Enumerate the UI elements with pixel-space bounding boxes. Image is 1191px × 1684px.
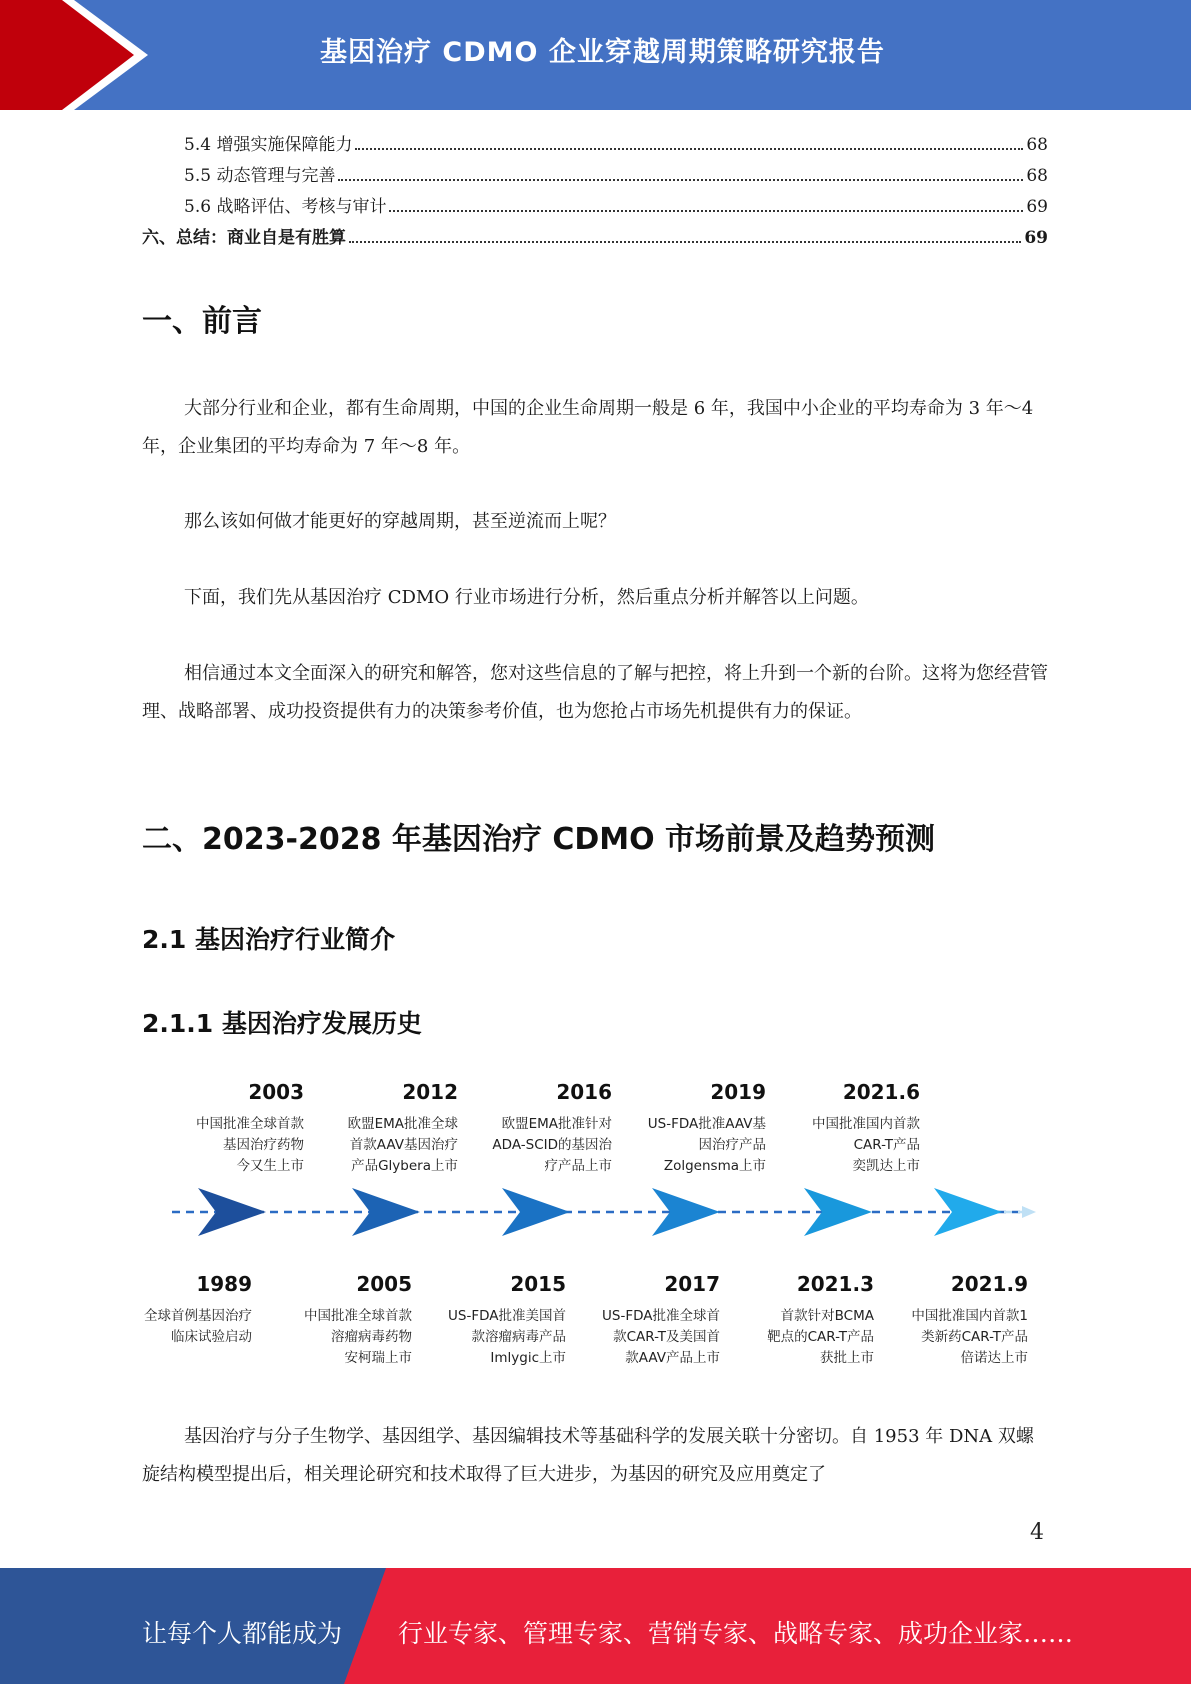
timeline-arrow-marker — [198, 1188, 266, 1236]
timeline-year: 2016 — [556, 1080, 612, 1104]
report-title: 基因治疗 CDMO 企业穿越周期策略研究报告 — [320, 37, 885, 68]
timeline-year: 2012 — [402, 1080, 458, 1104]
paragraph: 大部分行业和企业，都有生命周期，中国的企业生命周期一般是 6 年，我国中小企业的平均寿命为 3 年～4 年，企业集团的平均寿命为 7 年～8 年。 — [142, 398, 1034, 457]
paragraph: 那么该如何做才能更好的穿越周期，甚至逆流而上呢？ — [184, 511, 616, 532]
footer-slogan-left: 让每个人都能成为 — [142, 1619, 343, 1648]
timeline-year: 2003 — [248, 1080, 304, 1104]
paragraph: 下面，我们先从基因治疗 CDMO 行业市场进行分析，然后重点分析并解答以上问题。 — [184, 587, 869, 608]
timeline-description: 首款针对BCMA 靶点的CAR-T产品 获批上市 — [767, 1308, 874, 1366]
toc-leader — [349, 241, 1021, 243]
table-of-contents — [142, 130, 1048, 254]
timeline-description: 中国批准全球首款 基因治疗药物 今又生上市 — [196, 1116, 304, 1174]
page-footer — [0, 1568, 1191, 1684]
timeline-year: 2017 — [664, 1272, 720, 1296]
toc-entry[interactable] — [142, 130, 1048, 161]
toc-leader — [389, 210, 1023, 212]
timeline-description: US-FDA批准美国首 款溶瘤病毒产品 Imlygic上市 — [448, 1308, 566, 1366]
timeline-track — [142, 1182, 1048, 1242]
timeline-year: 2021.3 — [796, 1272, 874, 1296]
gene-therapy-timeline — [142, 1072, 1048, 1372]
subsection-heading: 2.1.1 基因治疗发展历史 — [142, 1009, 422, 1038]
timeline-arrow-marker — [804, 1188, 872, 1236]
timeline-description: 欧盟EMA批准全球 首款AAV基因治疗 产品Glybera上市 — [347, 1116, 458, 1174]
toc-entry-label: 5.4 增强实施保障能力 — [184, 135, 353, 155]
timeline-description: 欧盟EMA批准针对 ADA-SCID的基因治 疗产品上市 — [492, 1116, 612, 1174]
timeline-description: 中国批准国内首款 CAR-T产品 奕凯达上市 — [812, 1116, 920, 1174]
timeline-description: 中国批准全球首款 溶瘤病毒药物 安柯瑞上市 — [304, 1308, 412, 1366]
timeline-year: 2021.9 — [950, 1272, 1028, 1296]
toc-entry-label: 5.6 战略评估、考核与审计 — [184, 197, 387, 217]
toc-entry[interactable] — [142, 223, 1048, 254]
timeline-arrow-marker — [352, 1188, 420, 1236]
header-arrow-decoration — [0, 0, 150, 110]
paragraph: 相信通过本文全面深入的研究和解答，您对这些信息的了解与把控，将上升到一个新的台阶。这将为您经营管理、战略部署、成功投资提供有力的决策参考价值，也为您抢占市场先机提供有力的保证。 — [142, 663, 1048, 722]
toc-leader — [338, 179, 1023, 181]
timeline-year: 1989 — [196, 1272, 252, 1296]
timeline-year: 2015 — [510, 1272, 566, 1296]
toc-entry-label: 5.5 动态管理与完善 — [184, 166, 336, 186]
timeline-year: 2019 — [710, 1080, 766, 1104]
page-header — [0, 0, 1191, 110]
timeline-description: US-FDA批准全球首 款CAR-T及美国首 款AAV产品上市 — [602, 1308, 720, 1366]
toc-entry-page: 69 — [1026, 197, 1048, 217]
subsection-heading: 2.1 基因治疗行业简介 — [142, 925, 395, 954]
toc-entry-page: 69 — [1024, 228, 1048, 248]
section-heading: 一、前言 — [142, 304, 262, 339]
paragraph: 基因治疗与分子生物学、基因组学、基因编辑技术等基础科学的发展关联十分密切。自 1953 年 DNA 双螺旋结构模型提出后，相关理论研究和技术取得了巨大进步，为基因的研究及应用奠定了 — [142, 1426, 1034, 1485]
toc-leader — [355, 148, 1023, 150]
toc-entry[interactable] — [142, 161, 1048, 192]
footer-slogan-right: 行业专家、管理专家、营销专家、战略专家、成功企业家…… — [398, 1619, 1074, 1648]
section-heading: 二、2023-2028 年基因治疗 CDMO 市场前景及趋势预测 — [142, 822, 936, 857]
timeline-year: 2021.6 — [842, 1080, 920, 1104]
timeline-description: US-FDA批准AAV基 因治疗产品 Zolgensma上市 — [647, 1116, 766, 1174]
timeline-year: 2005 — [356, 1272, 412, 1296]
toc-entry-label: 六、总结：商业自是有胜算 — [142, 228, 346, 248]
toc-entry[interactable] — [142, 192, 1048, 223]
toc-entry-page: 68 — [1026, 166, 1048, 186]
page-number: 4 — [1030, 1520, 1044, 1545]
timeline-description: 中国批准国内首款1 类新药CAR-T产品 倍诺达上市 — [911, 1308, 1028, 1366]
timeline-description: 全球首例基因治疗 临床试验启动 — [144, 1308, 252, 1345]
toc-entry-page: 68 — [1026, 135, 1048, 155]
